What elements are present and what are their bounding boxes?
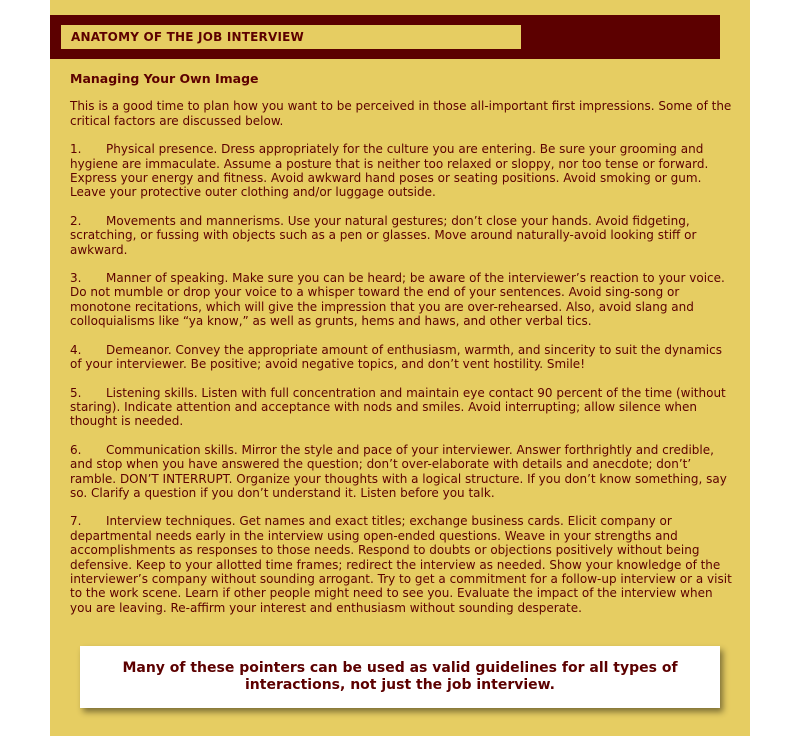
list-item <box>70 142 734 200</box>
list-item <box>70 271 734 329</box>
content-panel <box>50 0 750 736</box>
list-item-text: Interview techniques. Get names and exact titles; exchange business cards. Elicit company or departmental needs early in the interview using open-ended questions. Weave in your strengths and accomplishments as responses to those needs. Respond to doubts or objections positively without being defensive. Keep to your allotted time frames; redirect the interview as needed. Show your knowledge of the interviewer’s company without sounding arrogant. Try to get a commitment for a follow-up interview or a visit to the work scene. Learn if other people might need to see you. Evaluate the impact of the interview when you are leaving. Re-affirm your interest and enthusiasm without sounding desperate. <box>70 514 732 615</box>
list-item-number: 2. <box>70 213 82 228</box>
callout-text: Many of these pointers can be used as valid guidelines for all types of interactions, not just the job interview. <box>122 660 678 693</box>
list-item-number: 7. <box>70 514 82 529</box>
list-item <box>70 514 734 615</box>
header-bar <box>50 15 720 59</box>
article-body <box>70 72 734 629</box>
list-item-number: 6. <box>70 442 82 457</box>
list-item-text: Movements and mannerisms. Use your natural gestures; don’t close your hands. Avoid fidgeting, scratching, or fussing with objects such as a pen or glasses. Move around naturally-avoid looking stiff or awkward. <box>70 213 697 257</box>
list-item-number: 5. <box>70 385 82 400</box>
callout-box <box>80 646 720 708</box>
list-item <box>70 386 734 429</box>
list-item <box>70 214 734 257</box>
list-item-number: 1. <box>70 142 82 157</box>
list-item <box>70 443 734 501</box>
list-item-text: Communication skills. Mirror the style and pace of your interviewer. Answer forthrightly and credible, and stop when you have answered the question; don’t over-elaborate with details and anecdote; don’t’ ramble. DON’T INTERRUPT. Organize your thoughts with a logical structure. If you don’t know something, say so. Clarify a question if you don’t understand it. Listen before you talk. <box>70 442 727 500</box>
list-item-text: Demeanor. Convey the appropriate amount of enthusiasm, warmth, and sincerity to suit the dynamics of your interviewer. Be positive; avoid negative topics, and don’t vent hostility. Smile! <box>70 342 722 372</box>
page-title: ANATOMY OF THE JOB INTERVIEW <box>61 25 521 49</box>
section-heading: Managing Your Own Image <box>70 71 259 86</box>
list-item-text: Listening skills. Listen with full concentration and maintain eye contact 90 percent of the time (without staring). Indicate attention and acceptance with nods and smiles. Avoid interrupting; allow silence when thought is needed. <box>70 385 726 429</box>
list-item-number: 4. <box>70 342 82 357</box>
list-item-text: Manner of speaking. Make sure you can be heard; be aware of the interviewer’s reaction to your voice. Do not mumble or drop your voice to a whisper toward the end of your sentences. Avoid sing-song or monotone recitations, which will give the impression that you are over-rehearsed. Also, avoid slang and colloquialisms like “ya know,” as well as grunts, hems and haws, and other verbal tics. <box>70 271 725 329</box>
list-item-text: Physical presence. Dress appropriately for the culture you are entering. Be sure your grooming and hygiene are immaculate. Assume a posture that is neither too relaxed or sloppy, nor too tense or forward. Express your energy and fitness. Avoid awkward hand poses or seating positions. Avoid smoking or gum. Leave your protective outer clothing and/or luggage outside. <box>70 142 709 200</box>
intro-paragraph: This is a good time to plan how you want to be perceived in those all-important first impressions. Some of the critical factors are discussed below. <box>70 99 732 128</box>
list-item-number: 3. <box>70 271 82 286</box>
list-item <box>70 343 734 372</box>
